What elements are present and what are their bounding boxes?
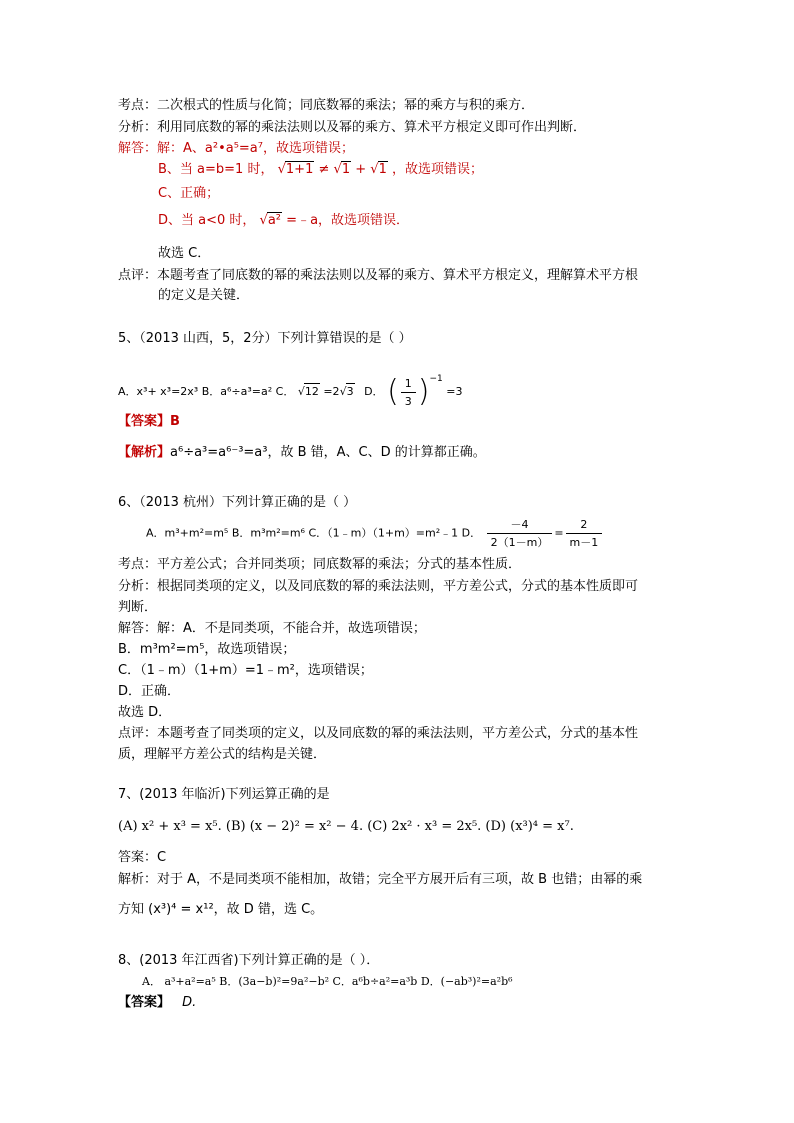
q5-jiexi: 【解析】a⁶÷a³=a⁶⁻³=a³，故 B 错，A、C、D 的计算都正确。 (118, 445, 486, 460)
sqrt-sign: √ (259, 213, 268, 228)
q6-jieda-4: D．正确． (118, 684, 181, 699)
q6-fenxi-2: 判断． (118, 600, 158, 615)
q6-options: A．m³+m²=m⁵ B．m³m²=m⁶ C．（1﹣m）（1+m）=m²﹣1 D． $\frac{-4}{2(1-m)}$ = $\frac{2}{m-1}$ (146, 516, 604, 551)
q6-guxuan: 故选 D． (118, 705, 172, 720)
q4-kaodian: 考点：二次根式的性质与化简；同底数幂的乘法；幂的乘方与积的乘方． (118, 98, 535, 113)
q6-dianping-1: 点评：本题考查了同类项的定义，以及同底数的幂的乘法法则，平方差公式，分式的基本性 (118, 726, 639, 741)
q4-jieda-d: D、当 a<0 时， √a² =﹣a，故选项错误． (158, 213, 410, 228)
q8-stem: 8、(2013 年江西省)下列计算正确的是（ ）． (118, 953, 380, 968)
radicand: 1+1 (285, 162, 314, 177)
q4-dianping-2: 的定义是关键． (158, 288, 250, 303)
q5-options: A．x³+ x³=2x³ B．a⁶÷a³=a² C． √12 =2√3 D． ( $\frac{1}{3}$ )$^{-1}$ =3 (118, 374, 463, 409)
fraction: $\frac{-4}{2(1-m)}$ (487, 516, 553, 551)
radicand: a² (267, 213, 282, 228)
q4-guxuan: 故选 C． (158, 246, 211, 261)
q7-options: (A) x² + x³ = x⁵. (B) (x − 2)² = x² − 4. (C) 2x² · x³ = 2x⁵. (D) (x³)⁴ = x⁷. (118, 819, 574, 834)
q6-jieda-2: B．m³m²=m⁵，故选项错误； (118, 642, 296, 657)
sqrt-sign: √ (297, 385, 305, 398)
sqrt-sign: √ (277, 162, 286, 177)
q7-answer: 答案：C (118, 850, 167, 865)
q8-options: A． a³+a²=a⁵ B．(3a−b)²=9a²−b² C．a⁶b÷a²=a³b D．(−ab³)²=a²b⁶ (142, 975, 513, 988)
q5-stem: 5、（2013 山西，5，2分）下列计算错误的是（ ） (118, 331, 412, 346)
right-paren: ) (417, 374, 430, 409)
q6-jieda-3: C．（1﹣m）（1+m）=1﹣m²，选项错误； (118, 663, 373, 678)
q6-dianping-2: 质，理解平方差公式的结构是关键． (118, 747, 327, 762)
q8-answer: 【答案】 D. (118, 995, 197, 1010)
sqrt-sign: √ (333, 162, 342, 177)
radicand: 1 (341, 162, 351, 177)
fraction: $\frac{1}{3}$ (401, 375, 416, 410)
q7-jiexi-2: 方知 (x³)⁴ = x¹²，故 D 错，选 C。 (118, 902, 324, 917)
q4-jieda-b: B、当 a=b=1 时， √1+1 ≠ √1 + √1 ，故选项错误； (158, 162, 484, 177)
q4-fenxi: 分析：利用同底数的幂的乘法法则以及幂的乘方、算术平方根定义即可作出判断． (118, 120, 587, 135)
q6-jieda-1: 解答：解：A．不是同类项，不能合并，故选项错误； (118, 621, 426, 636)
q7-jiexi-1: 解析：对于 A，不是同类项不能相加，故错；完全平方展开后有三项，故 B 也错；由幂的乘 (118, 872, 643, 887)
q6-stem: 6、（2013 杭州）下列计算正确的是（ ） (118, 495, 357, 510)
radicand: 1 (378, 162, 387, 177)
q5-answer: 【答案】B (118, 414, 180, 429)
sqrt-sign: √ (339, 385, 347, 398)
q6-kaodian: 考点：平方差公式；合并同类项；同底数幂的乘法；分式的基本性质． (118, 557, 522, 572)
fraction: $\frac{2}{m-1}$ (566, 516, 603, 551)
sqrt-sign: √ (370, 162, 379, 177)
left-paren: ( (387, 374, 399, 409)
q7-stem: 7、(2013 年临沂)下列运算正确的是 (118, 787, 330, 802)
q4-jieda-c: C、正确； (158, 186, 220, 201)
q6-fenxi-1: 分析：根据同类项的定义，以及同底数的幂的乘法法则，平方差公式，分式的基本性质即可 (118, 579, 639, 594)
q4-jieda-a: 解答：解：A、a²•a⁵=a⁷，故选项错误； (118, 141, 354, 156)
q4-dianping-1: 点评：本题考查了同底数的幂的乘法法则以及幂的乘方、算术平方根定义，理解算术平方根 (118, 268, 639, 283)
